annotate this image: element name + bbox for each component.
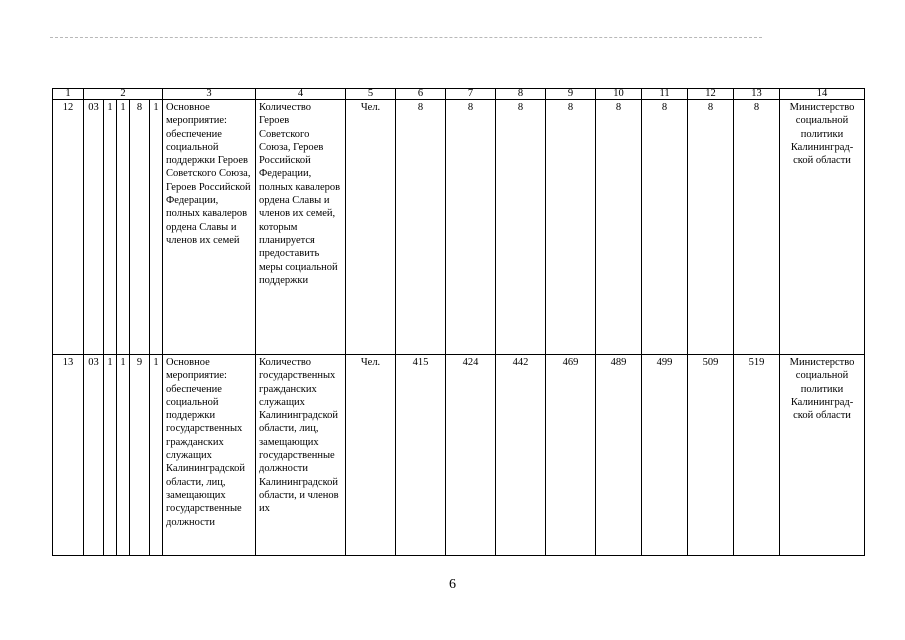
code-cell: 03 [84, 355, 104, 556]
value-cell: 469 [546, 355, 596, 556]
row-number: 12 [53, 100, 84, 355]
value-cell: 8 [734, 100, 780, 355]
unit-cell: Чел. [346, 355, 396, 556]
value-cell: 499 [642, 355, 688, 556]
column-number-row [53, 89, 865, 100]
value-cell: 415 [396, 355, 446, 556]
value-cell: 509 [688, 355, 734, 556]
column-header: 6 [396, 89, 446, 100]
event-cell: Основное мероприятие: обеспечение социальной поддержки государственных гражданских служащих Калининградской области, лиц, замещающих государственные должности [163, 355, 256, 556]
code-cell: 1 [150, 100, 163, 355]
column-header: 7 [446, 89, 496, 100]
code-cell: 1 [117, 355, 130, 556]
event-cell: Основное мероприятие: обеспечение социальной поддержки Героев Советского Союза, Героев Российской Федерации, полных кавалеров ордена Славы и членов их семей [163, 100, 256, 355]
row-number: 13 [53, 355, 84, 556]
column-header: 10 [596, 89, 642, 100]
program-table [52, 88, 865, 556]
value-cell: 519 [734, 355, 780, 556]
column-header: 8 [496, 89, 546, 100]
table-row [53, 100, 865, 355]
value-cell: 424 [446, 355, 496, 556]
column-header: 13 [734, 89, 780, 100]
column-header: 14 [780, 89, 865, 100]
column-header: 1 [53, 89, 84, 100]
header-rule [50, 37, 762, 38]
value-cell: 8 [642, 100, 688, 355]
value-cell: 442 [496, 355, 546, 556]
page-number: 6 [449, 577, 456, 592]
value-cell: 8 [546, 100, 596, 355]
code-cell: 1 [104, 100, 117, 355]
column-header: 3 [163, 89, 256, 100]
code-cell: 03 [84, 100, 104, 355]
value-cell: 489 [596, 355, 642, 556]
executor-cell: Министерство социальной политики Калининградской области [780, 100, 865, 355]
value-cell: 8 [688, 100, 734, 355]
code-cell: 8 [130, 100, 150, 355]
indicator-cell: Количество государственных гражданских служащих Калининградской области, лиц, замещающих государственные должности Калининградской области, и членов их [256, 355, 346, 556]
column-header: 9 [546, 89, 596, 100]
value-cell: 8 [396, 100, 446, 355]
column-header: 11 [642, 89, 688, 100]
code-cell: 9 [130, 355, 150, 556]
unit-cell: Чел. [346, 100, 396, 355]
value-cell: 8 [496, 100, 546, 355]
code-cell: 1 [117, 100, 130, 355]
column-header: 2 [84, 89, 163, 100]
code-cell: 1 [150, 355, 163, 556]
value-cell: 8 [596, 100, 642, 355]
value-cell: 8 [446, 100, 496, 355]
column-header: 12 [688, 89, 734, 100]
column-header: 4 [256, 89, 346, 100]
column-header: 5 [346, 89, 396, 100]
indicator-cell: Количество Героев Советского Союза, Героев Российской Федерации, полных кавалеров ордена Славы и членов их семей, которым планируется предоставить меры социальной поддержки [256, 100, 346, 355]
table-row [53, 355, 865, 556]
executor-cell: Министерство социальной политики Калининградской области [780, 355, 865, 556]
code-cell: 1 [104, 355, 117, 556]
